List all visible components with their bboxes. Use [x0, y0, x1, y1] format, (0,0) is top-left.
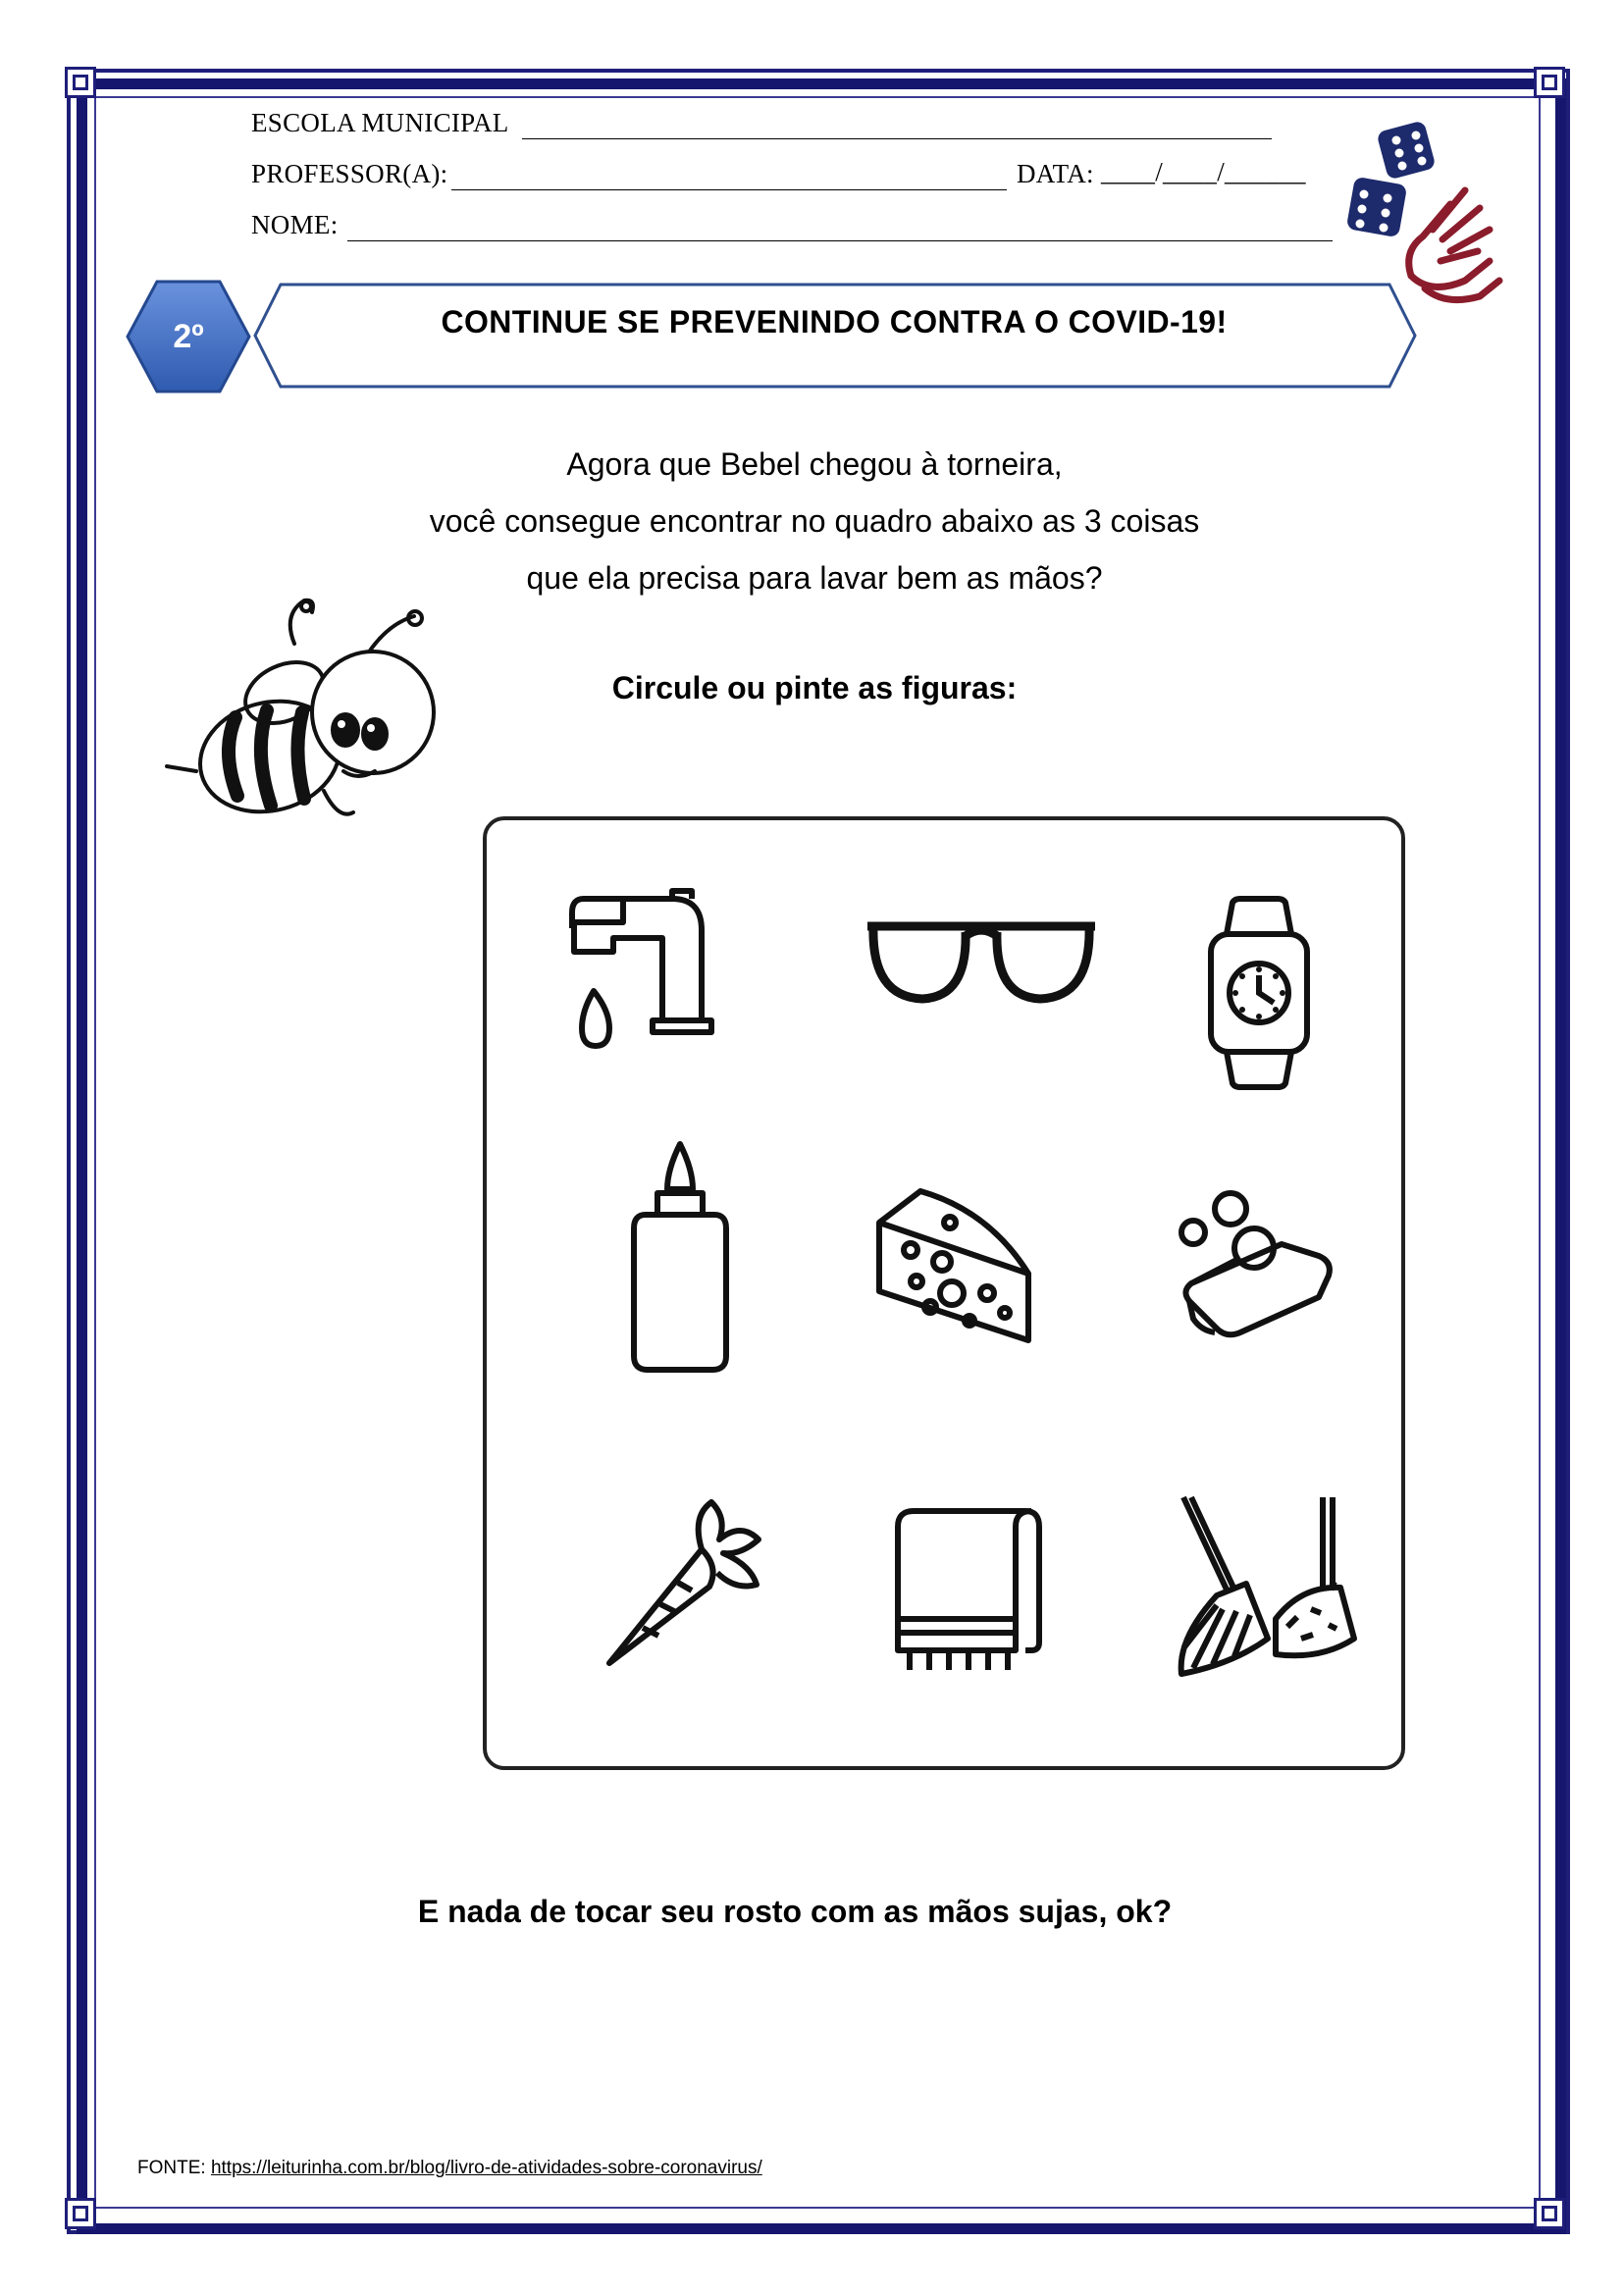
date-label: DATA:	[1017, 159, 1094, 188]
closing-text: E nada de tocar seu rosto com as mãos sujas, ok?	[417, 1894, 1173, 1929]
carrot-icon[interactable]	[603, 1496, 770, 1673]
soap-icon[interactable]	[1172, 1185, 1338, 1342]
source-label: FONTE:	[137, 2158, 206, 2178]
dice-hands-logo	[1342, 114, 1519, 310]
faucet-icon[interactable]	[564, 883, 751, 1069]
source-link[interactable]: https://leiturinha.com.br/blog/livro-de-atividades-sobre-coronavirus/	[210, 2158, 762, 2178]
bee-illustration	[157, 585, 471, 830]
broom-dustpan-icon[interactable]	[1174, 1491, 1360, 1688]
intro-line-2: você consegue encontrar no quadro abaixo as 3 coisas	[429, 503, 1200, 539]
dice-icon	[1346, 120, 1437, 237]
name-label: NOME:	[251, 210, 339, 239]
border-corner-top-right	[1534, 67, 1565, 98]
border-corner-bottom-left	[65, 2198, 96, 2229]
date-field[interactable]: ____/____/______	[1101, 157, 1306, 186]
hands-icon	[1409, 190, 1499, 300]
school-label: ESCOLA MUNICIPAL	[251, 108, 509, 137]
name-field[interactable]	[347, 240, 1333, 241]
grade-badge-label: 2º	[173, 318, 204, 355]
towel-icon[interactable]	[888, 1503, 1045, 1680]
intro-line-1: Agora que Bebel chegou à torneira,	[566, 446, 1063, 482]
smartwatch-icon[interactable]	[1205, 895, 1313, 1091]
border-corner-bottom-right	[1534, 2198, 1565, 2229]
teacher-field[interactable]	[451, 189, 1007, 190]
cheese-icon[interactable]	[871, 1183, 1038, 1350]
page-title: CONTINUE SE PREVENINDO CONTRA O COVID-19!	[441, 304, 1228, 339]
school-field[interactable]	[522, 138, 1272, 139]
glue-bottle-icon[interactable]	[626, 1140, 734, 1376]
glasses-icon[interactable]	[864, 913, 1099, 1011]
border-corner-top-left	[65, 67, 96, 98]
instruction-text: Circule ou pinte as figuras:	[611, 670, 1018, 705]
intro-line-3: que ela precisa para lavar bem as mãos?	[526, 560, 1103, 596]
teacher-label: PROFESSOR(A):	[251, 159, 448, 188]
source-note	[137, 2158, 762, 2179]
